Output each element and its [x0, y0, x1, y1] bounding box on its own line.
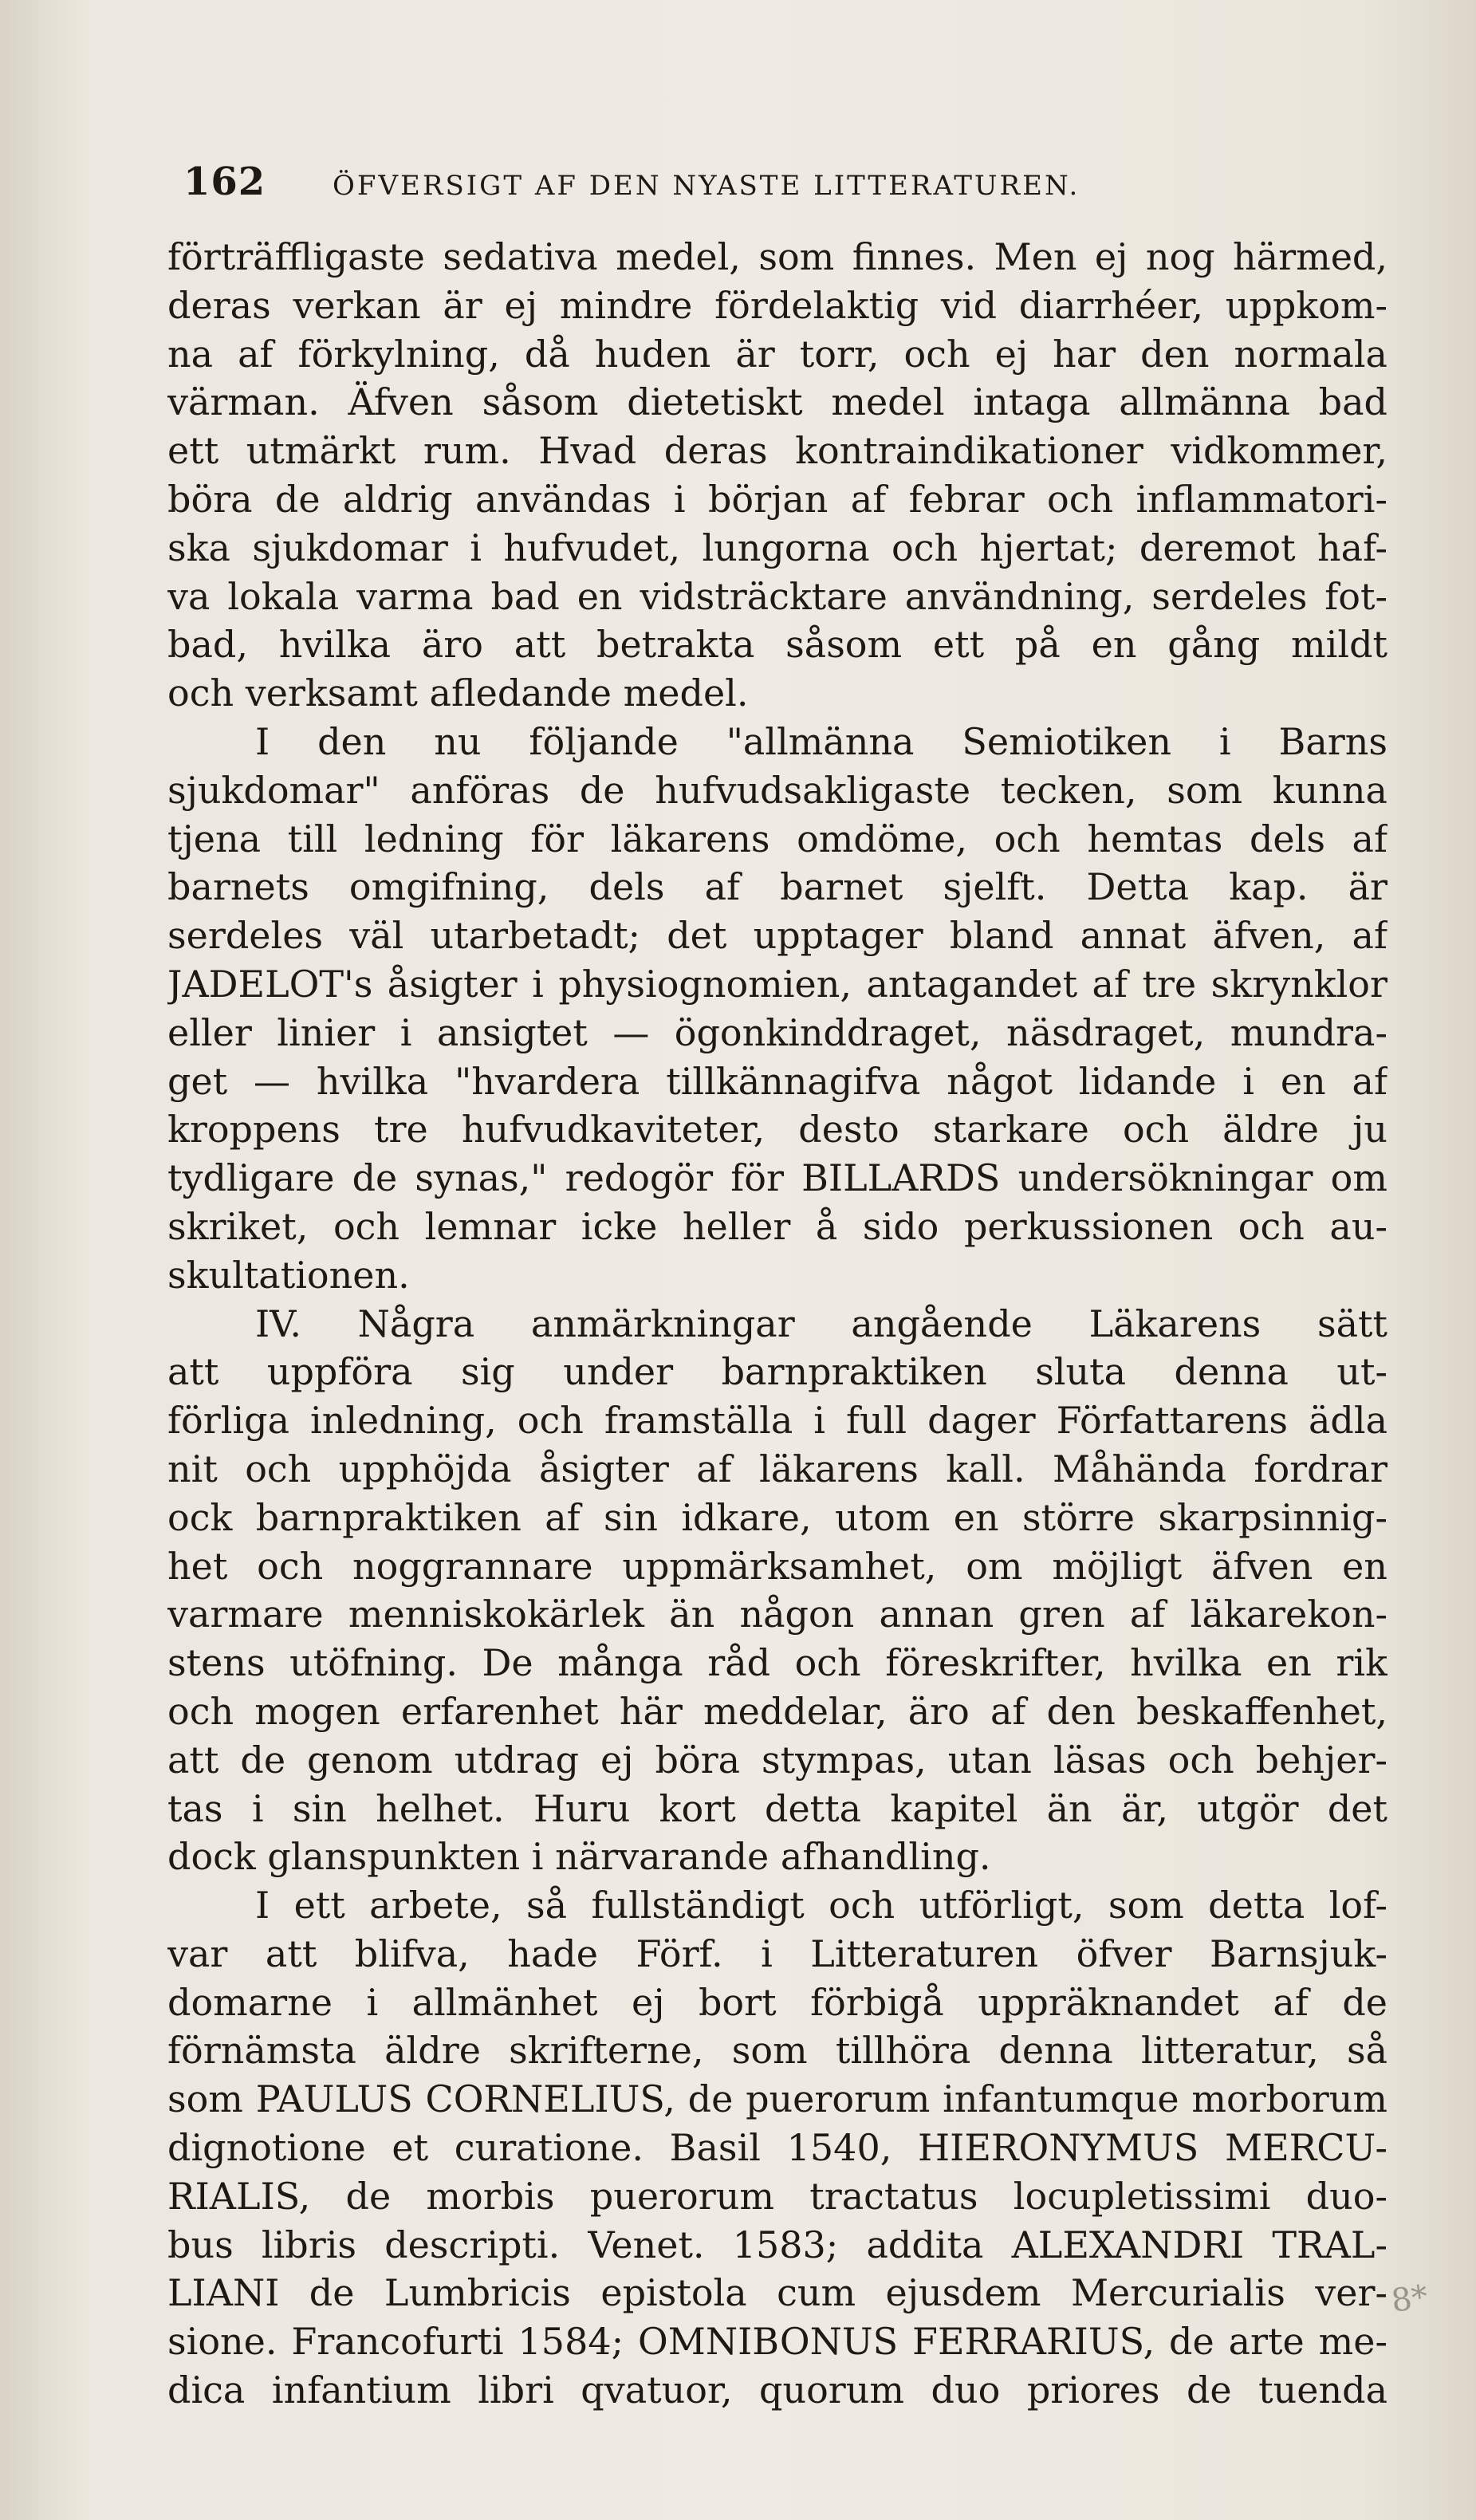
text-line: som PAULUS CORNELIUS, de puerorum infantumque morborum — [167, 2077, 1387, 2121]
body-text — [167, 233, 1387, 2415]
text-line: kroppens tre hufvudkaviteter, desto starkare och äldre ju — [167, 1108, 1387, 1152]
text-line: eller linier i ansigtet — ögonkinddraget, näsdraget, mundra- — [167, 1010, 1387, 1054]
text-line: get — hvilka "hvardera tillkännagifva något lidande i en af — [167, 1059, 1387, 1103]
text-line: I den nu följande "allmänna Semiotiken i Barns — [255, 719, 1387, 763]
text-line: nit och upphöjda åsigter af läkarens kall. Måhända fordrar — [167, 1447, 1387, 1490]
text-line: dignotione et curatione. Basil 1540, HIERONYMUS MERCU- — [167, 2126, 1387, 2170]
text-line: ock barnpraktiken af sin idkare, utom en större skarpsinnig- — [167, 1495, 1387, 1539]
text-line: het och noggrannare uppmärksamhet, om möjligt äfven en — [167, 1544, 1387, 1588]
text-line: domarne i allmänhet ej bort förbigå uppräknandet af de — [167, 1980, 1387, 2024]
text-line: ett utmärkt rum. Hvad deras kontraindikationer vidkommer, — [167, 429, 1387, 473]
text-line: varmare menniskokärlek än någon annan gren af läkarekon- — [167, 1593, 1387, 1636]
text-line: serdeles väl utarbetadt; det upptager bland annat äfven, af — [167, 914, 1387, 958]
text-line: skultationen. — [167, 1253, 410, 1297]
text-line: tjena till ledning för läkarens omdöme, och hemtas dels af — [167, 817, 1387, 860]
text-line: JADELOT's åsigter i physiognomien, antagandet af tre skrynklor — [167, 962, 1387, 1006]
text-line: sione. Francofurti 1584; OMNIBONUS FERRARIUS, de arte me- — [167, 2320, 1387, 2364]
text-line: IV. Några anmärkningar angående Läkarens sätt — [255, 1301, 1387, 1345]
text-line: böra de aldrig användas i början af febrar och inflammatori- — [167, 477, 1387, 521]
text-line: ska sjukdomar i hufvudet, lungorna och hjertat; deremot haf- — [167, 526, 1387, 569]
text-line: dock glanspunkten i närvarande afhandling. — [167, 1835, 991, 1879]
text-line: förnämsta äldre skrifterne, som tillhöra denna litteratur, så — [167, 2029, 1387, 2073]
text-line: dica infantium libri qvatuor, quorum duo priores de tuenda — [167, 2368, 1387, 2412]
text-line: skriket, och lemnar icke heller å sido perkussionen och au- — [167, 1204, 1387, 1248]
text-line: deras verkan är ej mindre fördelaktig vid diarrhéer, uppkom- — [167, 283, 1387, 327]
signature-mark: 8* — [1389, 2278, 1431, 2320]
text-line: RIALIS, de morbis puerorum tractatus locupletissimi duo- — [167, 2174, 1387, 2218]
text-line: förträffligaste sedativa medel, som finnes. Men ej nog härmed, — [167, 235, 1387, 278]
text-line: förliga inledning, och framställa i full dager Författarens ädla — [167, 1399, 1387, 1443]
text-line: va lokala varma bad en vidsträcktare användning, serdeles fot- — [167, 574, 1387, 618]
text-line: stens utöfning. De många råd och föreskrifter, hvilka en rik — [167, 1641, 1387, 1685]
text-line: bad, hvilka äro att betrakta såsom ett på en gång mildt — [167, 623, 1387, 667]
text-line: att de genom utdrag ej böra stympas, utan läsas och behjer- — [167, 1738, 1387, 1782]
text-line: och verksamt afledande medel. — [167, 671, 749, 715]
text-line: att uppföra sig under barnpraktiken sluta denna ut- — [167, 1350, 1387, 1394]
text-line: tas i sin helhet. Huru kort detta kapitel än är, utgör det — [167, 1786, 1387, 1830]
text-line: I ett arbete, så fullständigt och utförligt, som detta lof- — [255, 1884, 1387, 1927]
text-line: sjukdomar" anföras de hufvudsakligaste tecken, som kunna — [167, 768, 1387, 812]
text-line: tydligare de synas," redogör för BILLARDS undersökningar om — [167, 1156, 1387, 1200]
text-line: barnets omgifning, dels af barnet sjelft. Detta kap. är — [167, 865, 1387, 909]
running-title: ÖFVERSIGT AF DEN NYASTE LITTERATUREN. — [333, 170, 1080, 202]
page-number: 162 — [183, 159, 266, 204]
text-line: bus libris descripti. Venet. 1583; addita ALEXANDRI TRAL- — [167, 2223, 1387, 2266]
text-line: LIANI de Lumbricis epistola cum ejusdem Mercurialis ver- — [167, 2271, 1387, 2315]
text-line: na af förkylning, då huden är torr, och ej har den normala — [167, 332, 1387, 376]
page-header — [183, 159, 1364, 204]
text-line: var att blifva, hade Förf. i Litteraturen öfver Barnsjuk- — [167, 1931, 1387, 1975]
text-line: och mogen erfarenhet här meddelar, äro af den beskaffenhet, — [167, 1689, 1387, 1733]
text-line: värman. Äfven såsom dietetiskt medel intaga allmänna bad — [167, 380, 1387, 424]
